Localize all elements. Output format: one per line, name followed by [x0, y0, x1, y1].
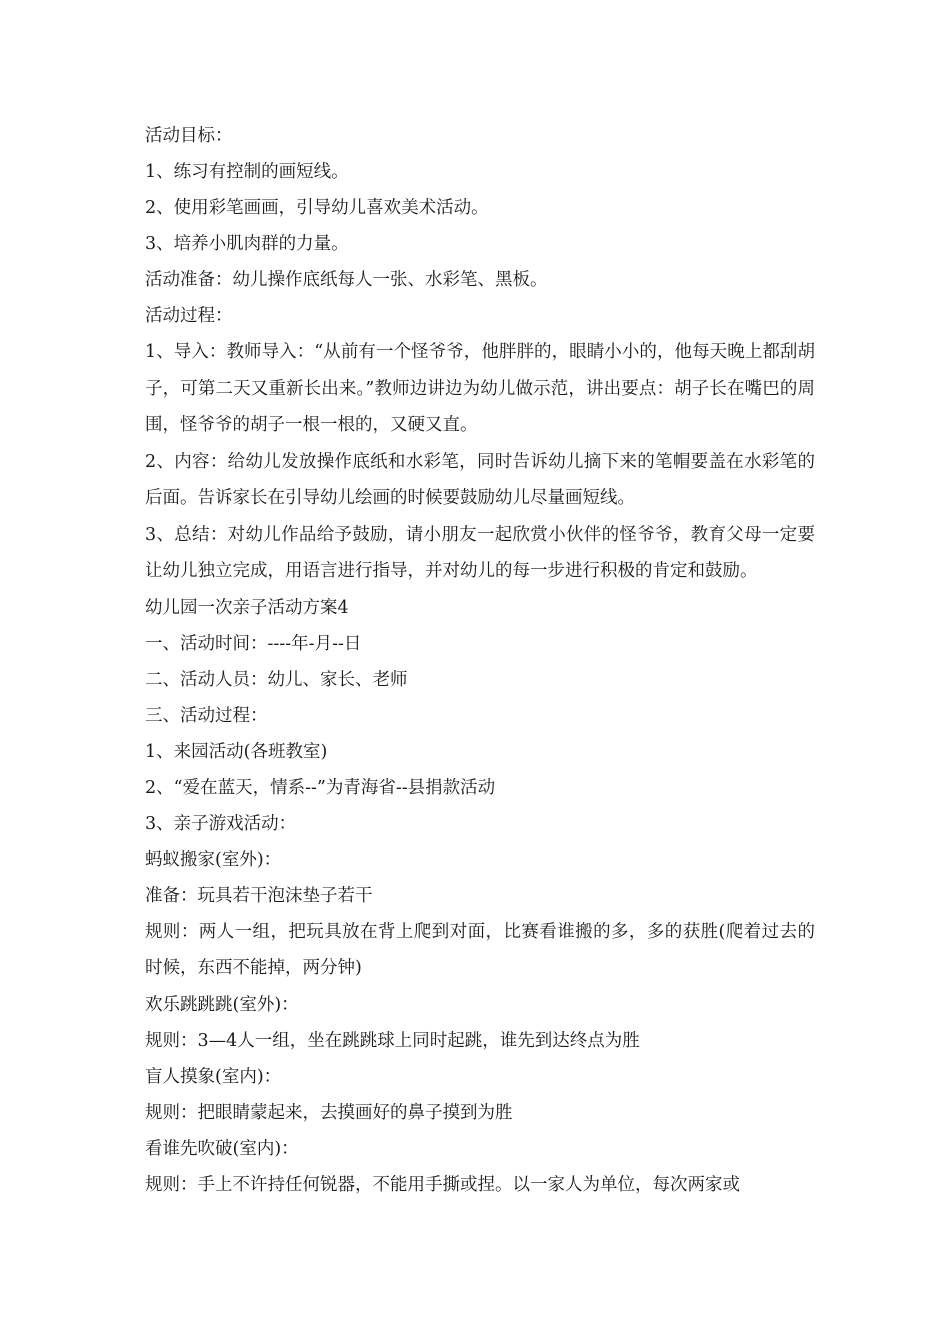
game-jump-title: 欢乐跳跳跳(室外)：: [145, 994, 299, 1015]
game-balloon-title: 看谁先吹破(室内)：: [145, 1138, 299, 1159]
game-ants-rules: 规则：两人一组，把玩具放在背上爬到对面，比赛看谁搬的多，多的获胜(爬着过去的时候，东西不能掉，两分钟): [145, 921, 815, 978]
game-ants-title: 蚂蚁搬家(室外)：: [145, 849, 282, 870]
heading-activity-process: 活动过程：: [145, 306, 233, 326]
section-title-plan-4: 幼儿园一次亲子活动方案4: [145, 597, 349, 618]
game-jump-rules: 规则：3—4人一组，坐在跳跳球上同时起跳，谁先到达终点为胜: [145, 1030, 640, 1051]
process-step-intro: 1、导入：教师导入：“从前有一个怪爷爷，他胖胖的，眼睛小小的，他每天晚上都刮胡子，可第二天又重新长出来。”教师边讲边为幼儿做示范，讲出要点：胡子长在嘴巴的周围，怪爷爷的胡子一根一根的，又硬又直。: [145, 342, 815, 435]
activity-time: 一、活动时间：----年-月--日: [145, 633, 362, 654]
process-step-summary: 3、总结：对幼儿作品给予鼓励，请小朋友一起欣赏小伙伴的怪爷爷，教育父母一定要让幼儿独立完成，用语言进行指导，并对幼儿的每一步进行积极的肯定和鼓励。: [145, 524, 815, 581]
goal-item-3: 3、培养小肌肉群的力量。: [145, 234, 349, 254]
process-item-arrival: 1、来园活动(各班教室): [145, 741, 328, 762]
activity-participants: 二、活动人员：幼儿、家长、老师: [145, 669, 408, 690]
game-blind-rules: 规则：把眼睛蒙起来，去摸画好的鼻子摸到为胜: [145, 1102, 513, 1123]
game-balloon-rules: 规则：手上不许持任何锐器，不能用手撕或捏。以一家人为单位，每次两家或: [145, 1174, 740, 1195]
document-body: [145, 118, 815, 1203]
process-step-content: 2、内容：给幼儿发放操作底纸和水彩笔，同时告诉幼儿摘下来的笔帽要盖在水彩笔的后面。告诉家长在引导幼儿绘画的时候要鼓励幼儿尽量画短线。: [145, 451, 815, 508]
game-ants-preparation: 准备：玩具若干泡沫垫子若干: [145, 885, 373, 906]
goal-item-2: 2、使用彩笔画画，引导幼儿喜欢美术活动。: [145, 198, 489, 218]
process-item-games: 3、亲子游戏活动：: [145, 813, 297, 834]
goal-item-1: 1、练习有控制的画短线。: [145, 162, 349, 182]
process-item-donation: 2、“爱在蓝天，情系--”为青海省--县捐款活动: [145, 777, 496, 798]
heading-process-3: 三、活动过程：: [145, 705, 268, 726]
heading-activity-goals: 活动目标：: [145, 126, 233, 146]
activity-preparation: 活动准备：幼儿操作底纸每人一张、水彩笔、黑板。: [145, 270, 548, 290]
game-blind-title: 盲人摸象(室内)：: [145, 1066, 282, 1087]
